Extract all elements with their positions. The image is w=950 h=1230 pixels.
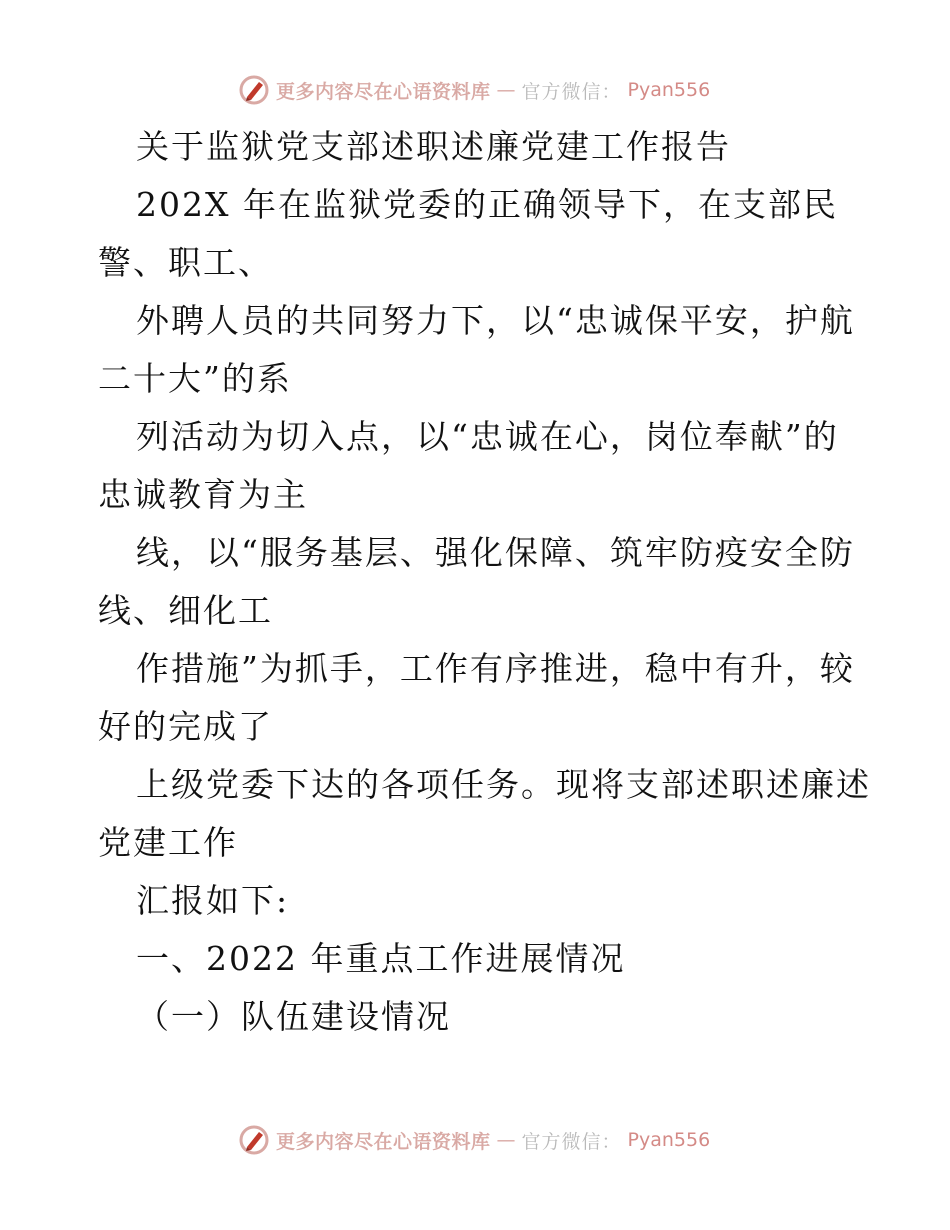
paragraph-line: 202X 年在监狱党委的正确领导下，在支部民 (136, 185, 838, 224)
pen-logo-icon (238, 1124, 270, 1156)
watermark-official-label: 官方微信： (521, 1130, 622, 1153)
document-body (98, 118, 871, 1046)
paragraph-line: 线，以“服务基层、强化保障、筑牢防疫安全防 (136, 533, 855, 572)
section-heading: 一、2022 年重点工作进展情况 (136, 939, 626, 978)
paragraph-line: 列活动为切入点，以“忠诚在心，岗位奉献”的 (136, 417, 839, 456)
paragraph-line: 好的完成了 (98, 707, 273, 746)
paragraph-line: 汇报如下: (136, 881, 290, 920)
watermark-brand: 更多内容尽在心语资料库 (276, 80, 491, 103)
header-watermark (238, 72, 710, 108)
document-title: 关于监狱党支部述职述廉党建工作报告 (136, 127, 731, 166)
paragraph-line: 二十大”的系 (98, 359, 292, 398)
footer-watermark (238, 1122, 710, 1158)
paragraph-line: 党建工作 (98, 823, 238, 862)
paragraph-line: 作措施”为抓手，工作有序推进，稳中有升，较 (136, 649, 855, 688)
watermark-brand: 更多内容尽在心语资料库 (276, 1130, 491, 1153)
pen-logo-icon (238, 74, 270, 106)
watermark-handle: Pyan556 (627, 1129, 711, 1151)
paragraph-line: 上级党委下达的各项任务。现将支部述职述廉述 (136, 765, 871, 804)
paragraph-line: 忠诚教育为主 (98, 475, 308, 514)
subsection-heading: （一）队伍建设情况 (136, 997, 451, 1036)
watermark-handle: Pyan556 (627, 79, 711, 101)
watermark-official-label: 官方微信： (521, 80, 622, 103)
paragraph-line: 警、职工、 (98, 243, 273, 282)
watermark-dash: — (496, 1129, 516, 1151)
paragraph-line: 外聘人员的共同努力下，以“忠诚保平安，护航 (136, 301, 855, 340)
watermark-dash: — (496, 79, 516, 101)
paragraph-line: 线、细化工 (98, 591, 273, 630)
